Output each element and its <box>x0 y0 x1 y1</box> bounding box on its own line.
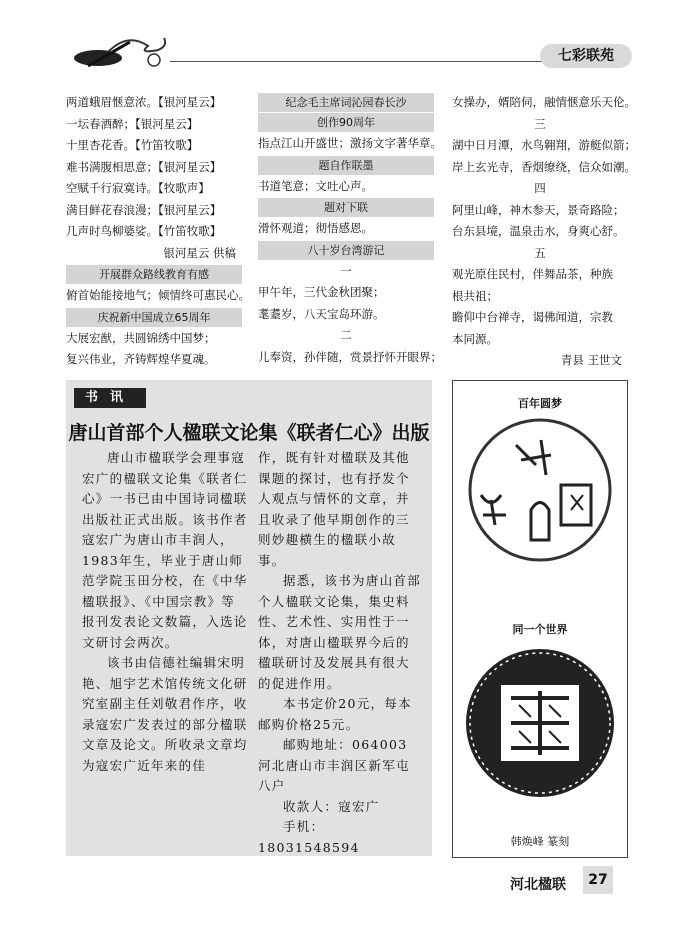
notice-tag: 书讯 <box>74 388 146 408</box>
notice-column-left <box>82 448 248 776</box>
couplet-column-3 <box>452 92 636 372</box>
couplet-line: 女操办，婿陪伺，融情惬意乐天伦。 <box>452 95 636 109</box>
couplet-line: 书道笔意；文吐心声。 <box>258 178 373 193</box>
page-number: 27 <box>583 866 613 894</box>
couplet-line: 银河星云 供稿 <box>163 245 236 260</box>
seal-bainianyuanmeng-icon <box>461 415 619 565</box>
couplet-line: 复兴伟业，齐铸辉煌华夏魂。 <box>66 352 216 366</box>
couplet-line: 两道蛾眉惬意浓。【银河星云】 <box>66 95 222 109</box>
couplet-line: 甲午年，三代金秋团聚； <box>258 285 385 299</box>
section-heading: 开展群众路线教育有感 <box>66 265 242 284</box>
couplet-line: 瞻仰中台禅寺，谒佛闻道，宗教 <box>452 310 613 324</box>
section-heading: 创作90周年 <box>258 113 434 132</box>
notice-column-right <box>258 448 422 858</box>
couplet-line: 阿里山峰，神木参天，景奇路险； <box>452 202 625 217</box>
notice-paragraph: 收款人：寇宏广 <box>283 798 380 814</box>
notice-paragraph: 本书定价20元，每本邮购价格25元。 <box>258 696 412 732</box>
section-heading: 题对下联 <box>258 198 434 217</box>
section-heading: 庆祝新中国成立65周年 <box>66 308 242 327</box>
couplet-line: 湖中日月潭，水鸟翱翔，游艇似箭； <box>452 138 636 152</box>
couplet-line: 青县 王世文 <box>560 353 622 367</box>
notice-paragraph: 作，既有针对楹联及其他课题的探讨，也有抒发个人观点与情怀的文章，并且收录了他早期创作的三则妙趣横生的楹联小故事。 <box>258 450 410 568</box>
notice-paragraph: 唐山市楹联学会理事寇宏广的楹联文论集《联者仁心》一书已由中国诗词楹联出版社正式出版。该书作者寇宏广为唐山市丰润人，1983年生，毕业于唐山师范学院玉田分校，在《中华楹联报》、《中国宗教》等报刊发表论文数篇，入选论文研讨会两次。 <box>82 450 248 650</box>
section-heading: 纪念毛主席词沁园春长沙 <box>258 93 434 112</box>
couplet-line: 儿奉资，孙伴随，赏景抒怀开眼界； <box>258 349 442 364</box>
book-notice-box <box>66 380 432 856</box>
couplet-line: 满目鲜花春浪漫；【银河星云】 <box>66 202 222 217</box>
couplet-column-2 <box>258 92 442 368</box>
header-rule <box>170 61 600 62</box>
seal-title-1: 百年圆梦 <box>518 397 562 410</box>
couplet-line: 根共祖； <box>452 288 498 303</box>
stanza-number: 三 <box>534 116 546 131</box>
couplet-line: 几声时鸟柳婆娑。【竹笛牧歌】 <box>66 224 222 238</box>
section-heading: 题自作联墨 <box>258 156 434 175</box>
couplet-line: 十里杏花香。【竹笛牧歌】 <box>66 138 199 152</box>
seal-carving-panel <box>452 380 628 858</box>
stanza-number: 五 <box>534 245 546 260</box>
stanza-number: 四 <box>534 181 546 195</box>
couplet-line: 难书满腹相思意；【银河星云】 <box>66 159 222 174</box>
couplet-line: 本同源。 <box>452 331 498 346</box>
notice-title: 唐山首部个人楹联文论集《联者仁心》出版 <box>68 422 430 444</box>
notice-paragraph: 据悉，该书为唐山首部个人楹联文论集，集史料性、艺术性、实用性于一体，对唐山楹联界今后的楹联研讨及发展具有很大的促进作用。 <box>258 573 422 691</box>
couplet-line: 指点江山开盛世；激扬文字著华章。 <box>258 136 442 150</box>
couplet-line: 俯首始能接地气；倾情终可惠民心。 <box>66 288 250 302</box>
couplet-line: 滑怀观道；彻悟感恩。 <box>258 221 373 235</box>
stanza-number: 二 <box>340 328 352 342</box>
couplet-column-1 <box>66 92 250 371</box>
couplet-line: 台东县境，温泉击水，身爽心舒。 <box>452 224 625 238</box>
seal-tongyigeshijie-icon <box>461 643 619 803</box>
section-heading: 八十岁台湾游记 <box>258 241 434 260</box>
notice-paragraph: 该书由信德社编辑宋明艳、旭宇艺术馆传统文化研究室副主任刘敬君作序，收录寇宏广发表过的部分楹联文章及论文。所收录文章均为寇宏广近年来的佳 <box>82 655 248 773</box>
couplet-line: 一坛春酒醉；【银河星云】 <box>66 116 199 131</box>
notice-paragraph: 邮购地址：064003 河北唐山市丰润区新军屯八户 <box>258 737 410 793</box>
couplet-line: 观光原住民村，伴舞品茶，种族 <box>452 267 613 281</box>
couplet-line: 岸上玄光寺，香烟缭绕，信众如潮。 <box>452 159 636 174</box>
journal-name: 河北楹联 <box>510 877 566 893</box>
couplet-line: 耄耋岁，八天宝岛环游。 <box>258 306 385 321</box>
couplet-line: 空赋千行寂寞诗。【牧歌声】 <box>66 181 210 195</box>
seal-credit: 韩焕峰 篆刻 <box>510 835 570 848</box>
couplet-line: 大展宏猷，共圆锦绣中国梦； <box>66 330 216 345</box>
seal-title-2: 同一个世界 <box>512 623 568 636</box>
section-title: 七彩联苑 <box>540 44 632 68</box>
stanza-number: 一 <box>340 263 352 278</box>
notice-paragraph: 手机：18031548594 <box>258 819 360 855</box>
ink-brush-decoration-icon <box>68 32 178 72</box>
